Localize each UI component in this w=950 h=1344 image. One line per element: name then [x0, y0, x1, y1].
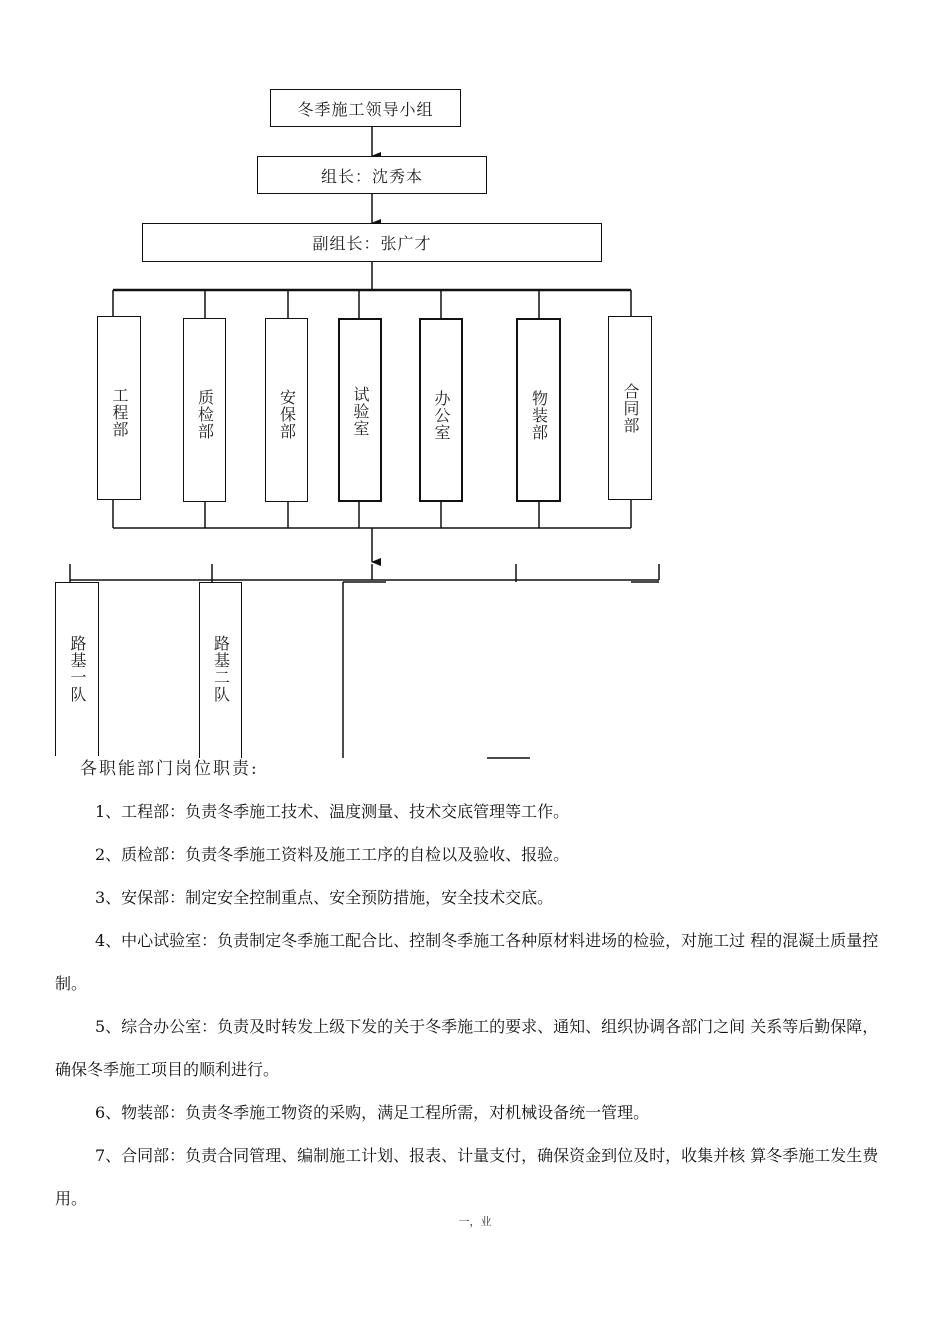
team-label: 路基二队 [211, 635, 231, 703]
duties-list [55, 790, 885, 1220]
team-box-roadbed-2 [199, 582, 242, 758]
duty-item: 1、工程部：负责冬季施工技术、温度测量、技术交底管理等工作。 [95, 802, 570, 821]
department-box-safety [265, 318, 308, 502]
duty-item: 5、综合办公室：负责及时转发上级下发的关于冬季施工的要求、通知、组织协调各部门之间 关系等后勤保障，确保冬季施工项目的顺利进行。 [55, 1017, 879, 1079]
deputy-box [142, 223, 602, 262]
department-box-office [419, 318, 463, 502]
page-footer: 一，业 [458, 1215, 492, 1228]
department-label: 物装部 [529, 390, 549, 441]
duty-item: 3、安保部：制定安全控制重点、安全预防措施，安全技术交底。 [95, 888, 554, 907]
department-label: 安保部 [277, 389, 297, 440]
duty-item: 4、中心试验室：负责制定冬季施工配合比、控制冬季施工各种原材料进场的检验，对施工过 程的混凝土质量控制。 [55, 931, 879, 993]
department-label: 办公室 [432, 390, 451, 441]
department-box-quality [183, 318, 226, 502]
department-label: 试验室 [351, 386, 370, 437]
leader-group-box [270, 89, 461, 127]
duty-item: 2、质检部：负责冬季施工资料及施工工序的自检以及验收、报验。 [95, 845, 570, 864]
duty-item: 7、合同部：负责合同管理、编制施工计划、报表、计量支付，确保资金到位及时，收集并核 算冬季施工发生费用。 [55, 1146, 879, 1208]
department-box-contract [608, 316, 652, 500]
department-box-lab [338, 318, 382, 502]
duty-item: 6、物装部：负责冬季施工物资的采购，满足工程所需，对机械设备统一管理。 [95, 1103, 650, 1122]
department-box-materials [516, 318, 561, 502]
team-label: 路基一队 [68, 635, 87, 703]
department-label: 质检部 [195, 389, 215, 440]
leader-label: 组长：沈秀本 [320, 166, 423, 186]
duties-title: 各职能部门岗位职责: [80, 759, 259, 779]
department-label: 工程部 [110, 387, 129, 438]
department-label: 合同部 [621, 383, 640, 434]
leader-group-label: 冬季施工领导小组 [297, 99, 434, 119]
team-box-roadbed-1 [55, 582, 99, 756]
department-box-engineering [97, 316, 141, 500]
leader-box [257, 156, 487, 194]
deputy-label: 副组长：张广才 [312, 234, 432, 253]
